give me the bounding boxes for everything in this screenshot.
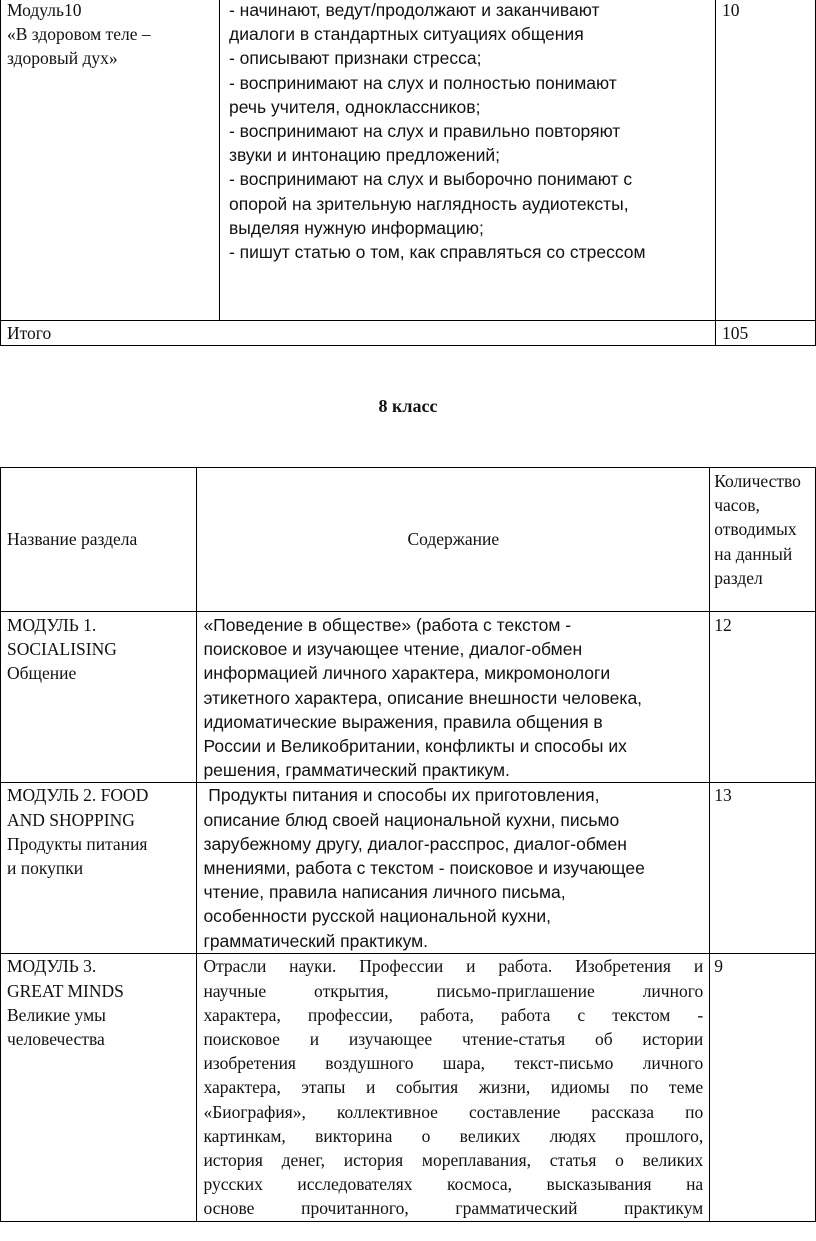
total-row: [1, 321, 816, 346]
content-line: поисковое и изучающее чтение-статья об истории: [203, 1029, 704, 1050]
table-row: [1, 612, 816, 783]
total-label: Итого: [1, 321, 716, 346]
module-title-line: AND SHOPPING: [7, 809, 135, 830]
content-line: выделяя нужную информацию;: [228, 217, 484, 238]
content-line: зарубежному другу, диалог-расспрос, диалог-обмен: [203, 833, 627, 854]
module-content-cell: [219, 0, 715, 321]
content-line: идиоматические выражения, правила общения в: [203, 711, 603, 732]
table-header-row: [1, 468, 816, 612]
table-row: [1, 0, 816, 321]
module-title-line: Общение: [7, 663, 77, 684]
content-line: решения, грамматический практикум.: [203, 760, 510, 781]
content-line: грамматический практикум.: [203, 930, 429, 951]
module-title-line: человечества: [7, 1029, 105, 1050]
header-section: Название раздела: [1, 468, 197, 612]
content-line: русских исследователях космоса, высказывания на: [203, 1174, 704, 1195]
header-hours-line: раздел: [714, 567, 763, 588]
hours-cell: 13: [710, 783, 816, 954]
module-title-line: МОДУЛЬ 2. FOOD: [7, 785, 149, 806]
content-line: поисковое и изучающее чтение, диалог-обмен: [203, 639, 583, 660]
module-title-line: SOCIALISING: [7, 639, 117, 660]
hours-cell: 9: [710, 954, 816, 1222]
content-line: «Биография», коллективное составление рассказа по: [203, 1101, 704, 1122]
module-title-line: и покупки: [7, 858, 84, 879]
content-line: диалоги в стандартных ситуациях общения: [228, 24, 584, 45]
module-title-cell: [1, 612, 197, 783]
hours-cell: 12: [710, 612, 816, 783]
total-hours: 105: [715, 321, 815, 346]
content-line: - начинают, ведут/продолжают и заканчивают: [228, 0, 600, 20]
module-title-line: «В здоровом теле –: [7, 24, 151, 45]
module-title-line: Великие умы: [7, 1004, 106, 1025]
header-hours-line: отводимых: [714, 519, 797, 540]
content-line: особенности русской национальной кухни,: [203, 906, 552, 927]
content-line: России и Великобритании, конфликты и способы их: [203, 736, 627, 757]
module-title-line: МОДУЛЬ 1.: [7, 615, 97, 635]
header-content: Содержание: [197, 468, 710, 612]
content-line: этикетного характера, описание внешности человека,: [203, 687, 643, 708]
grade-heading: 8 класс: [378, 396, 438, 416]
content-line: картинкам, викторина о великих людях прошлого,: [203, 1125, 704, 1146]
hours-cell: 10: [715, 0, 815, 321]
module-table-7: [0, 0, 816, 346]
content-line: Продукты питания и способы их приготовления,: [203, 785, 600, 806]
content-line: - пишут статью о том, как справляться со стрессом: [228, 242, 646, 263]
module-title-line: Модуль10: [7, 0, 82, 20]
header-hours-line: часов,: [714, 495, 760, 516]
content-line: речь учителя, одноклассников;: [228, 96, 481, 117]
content-line: характера, профессии, работа, работа с текстом -: [203, 1004, 704, 1025]
module-table-8: [0, 467, 816, 1222]
content-line: опорой на зрительную наглядность аудиотексты,: [228, 193, 629, 214]
table-row: [1, 783, 816, 954]
content-line: - воспринимают на слух и полностью понимают: [228, 72, 617, 93]
content-line: - описывают признаки стресса;: [228, 48, 482, 69]
module-title-line: Продукты питания: [7, 833, 148, 854]
module-content-cell: [197, 612, 710, 783]
header-hours-line: на данный: [714, 543, 793, 564]
content-line: - воспринимают на слух и выборочно понимают с: [228, 169, 633, 190]
module-title-line: GREAT MINDS: [7, 980, 124, 1001]
header-hours-line: Количество: [714, 471, 801, 491]
table-row: [1, 954, 816, 1222]
module-title-cell: [1, 954, 197, 1222]
content-line: Отрасли науки. Профессии и работа. Изобретения и: [203, 956, 704, 977]
module-title-cell: [1, 783, 197, 954]
content-line: мнениями, работа с текстом - поисковое и изучающее: [203, 858, 645, 879]
content-line: «Поведение в обществе» (работа с текстом -: [203, 615, 572, 635]
module-content-cell: [197, 783, 710, 954]
content-line: описание блюд своей национальной кухни, письмо: [203, 809, 620, 830]
module-content-cell: [197, 954, 710, 1222]
content-line: - воспринимают на слух и правильно повторяют: [228, 121, 621, 142]
content-line: изобретения воздушного шара, текст-письмо личного: [203, 1053, 704, 1074]
content-line: основе прочитанного, грамматический практикум: [203, 1198, 704, 1219]
content-line: звуки и интонацию предложений;: [228, 145, 501, 166]
module-title-line: МОДУЛЬ 3.: [7, 956, 97, 977]
content-line: характера, этапы и события жизни, идиомы по теме: [203, 1077, 704, 1098]
module-title-line: здоровый дух»: [7, 48, 118, 69]
content-line: история денег, история мореплавания, статья о великих: [203, 1150, 704, 1171]
content-line: научные открытия, письмо-приглашение личного: [203, 980, 704, 1001]
module-title-cell: [1, 0, 220, 321]
content-line: информацией личного характера, микромонологи: [203, 663, 611, 684]
content-line: чтение, правила написания личного письма,: [203, 882, 566, 903]
header-hours: [710, 468, 816, 612]
